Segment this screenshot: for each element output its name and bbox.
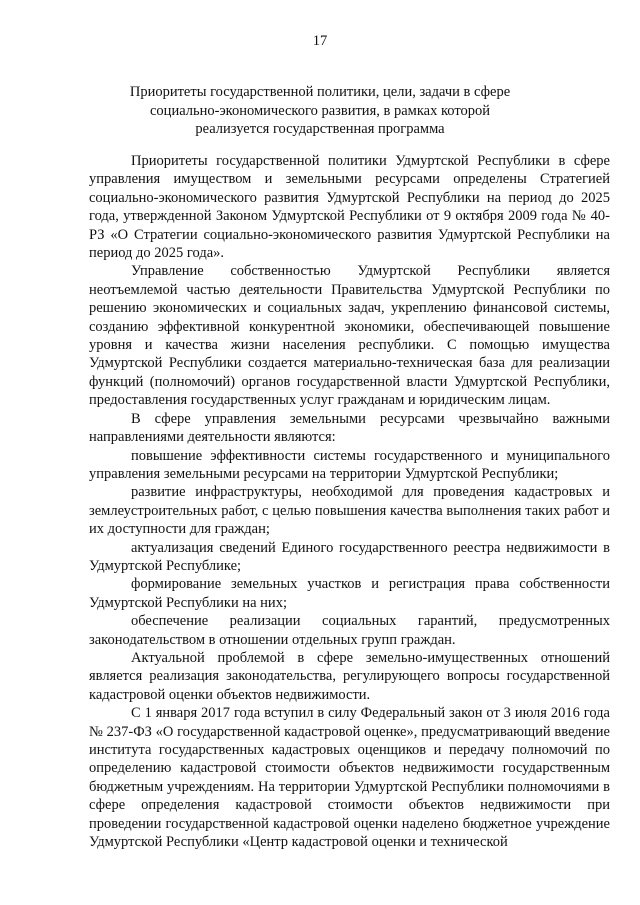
paragraph-federal-law: С 1 января 2017 года вступил в силу Федеральный закон от 3 июля 2016 года № 237-ФЗ «О государственной кадастровой оценке», предусматривающий введение института государственных кадастровых оценщиков и передачу полномочий по определению кадастровой стоимости объектов недвижимости государственным бюджетным учреждениям. На территории Удмуртской Республики полномочиями в сфере определения кадастровой стоимости объектов недвижимости при проведении государственной кадастровой оценки наделено бюджетное учреждение Удмуртской Республики «Центр кадастровой оценки и технической — [89, 705, 610, 851]
paragraph-priorities: Приоритеты государственной политики Удмуртской Республики в сфере управления имуществом и земельными ресурсами определены Стратегией социально-экономического развития Удмуртской Республики на период до 2025 года, утвержденной Законом Удмуртской Республики от 9 октября 2009 года № 40-РЗ «О Стратегии социально-экономического развития Удмуртской Республики на период до 2025 года». — [89, 153, 610, 262]
list-item-social-guarantees: обеспечение реализации социальных гарантий, предусмотренных законодательством в отношении отдельных групп граждан. — [89, 613, 610, 648]
list-item-land-plots: формирование земельных участков и регистрация права собственности Удмуртской Республики на них; — [89, 576, 610, 611]
paragraph-property-management: Управление собственностью Удмуртской Республики является неотъемлемой частью деятельности Правительства Удмуртской Республики по решению экономических и социальных задач, укреплению финансовой системы, созданию эффективной конкурентной экономики, обеспечивающей повышение уровня и качества жизни населения республики. С помощью имущества Удмуртской Республики создается материально-техническая база для реализации функций (полномочий) органов государственной власти Удмуртской Республики, предоставления государственных услуг гражданам и юридическим лицам. — [89, 263, 610, 409]
section-title: Приоритеты государственной политики, цели, задачи в сфере социально-экономического развития, в рамках которой реализуется государственная программа — [129, 84, 511, 138]
paragraph-cadastral-problem: Актуальной проблемой в сфере земельно-имущественных отношений является реализация законодательства, регулирующего вопросы государственной кадастровой оценки объектов недвижимости. — [89, 649, 610, 703]
paragraph-land-resources-intro: В сфере управления земельными ресурсами чрезвычайно важными направлениями деятельности являются: — [89, 410, 610, 446]
document-body — [89, 152, 610, 851]
list-item-registry-update: актуализация сведений Единого государственного реестра недвижимости в Удмуртской Республике; — [89, 539, 610, 574]
list-item-infrastructure: развитие инфраструктуры, необходимой для проведения кадастровых и землеустроительных работ, с целью повышения качества выполнения таких работ и их доступности для граждан; — [89, 484, 610, 538]
list-item-management-efficiency: повышение эффективности системы государственного и муниципального управления земельными ресурсами на территории Удмуртской Республики; — [89, 447, 610, 482]
page-number: 17 — [312, 33, 328, 49]
